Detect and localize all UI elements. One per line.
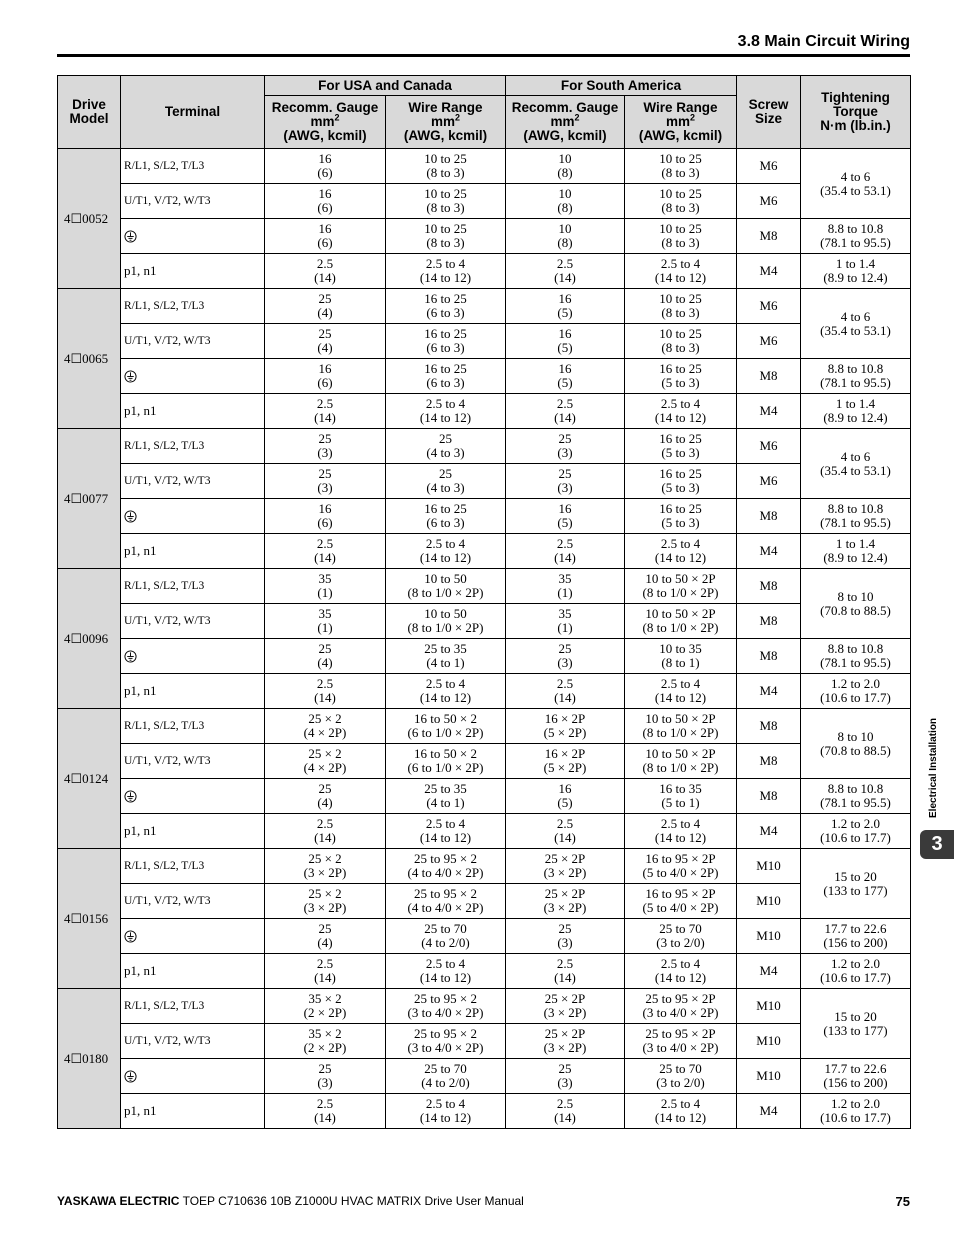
usa-range-cell: 25 to 35 (4 to 1): [386, 639, 506, 674]
terminal-ground: [121, 359, 265, 394]
table-row: [58, 849, 911, 884]
sa-range-cell: 16 to 35 (5 to 1): [625, 779, 737, 814]
table-row: [58, 569, 911, 604]
ground-icon: [124, 370, 137, 382]
usa-range-cell: 25 (4 to 3): [386, 464, 506, 499]
sa-gauge-cell: 25 × 2P (3 × 2P): [506, 1024, 625, 1059]
usa-gauge-cell: 2.5 (14): [265, 1094, 386, 1129]
usa-gauge-cell: 25 (4): [265, 919, 386, 954]
usa-range-cell: 2.5 to 4 (14 to 12): [386, 814, 506, 849]
terminal-cell: U/T1, V/T2, W/T3: [121, 884, 265, 919]
table-row: [58, 429, 911, 464]
sa-range-cell: 10 to 25 (8 to 3): [625, 289, 737, 324]
usa-gauge-cell: 25 (3): [265, 1059, 386, 1094]
footer: [57, 1194, 524, 1208]
sa-range-cell: 10 to 50 × 2P (8 to 1/0 × 2P): [625, 709, 737, 744]
sa-gauge-cell: 25 (3): [506, 639, 625, 674]
sa-range-cell: 2.5 to 4 (14 to 12): [625, 254, 737, 289]
usa-range-cell: 25 to 95 × 2 (3 to 4/0 × 2P): [386, 989, 506, 1024]
torque-cell: 8 to 10 (70.8 to 88.5): [801, 569, 911, 639]
sa-gauge-cell: 25 (3): [506, 464, 625, 499]
sa-gauge-cell: 16 (5): [506, 499, 625, 534]
screw-size-cell: M4: [737, 534, 801, 569]
terminal-cell: R/L1, S/L2, T/L3: [121, 849, 265, 884]
usa-gauge-cell: 35 × 2 (2 × 2P): [265, 1024, 386, 1059]
usa-range-cell: 25 to 95 × 2 (3 to 4/0 × 2P): [386, 1024, 506, 1059]
drive-model-cell: 4☐0156: [58, 849, 121, 989]
sa-gauge-cell: 16 (5): [506, 779, 625, 814]
usa-range-cell: 2.5 to 4 (14 to 12): [386, 394, 506, 429]
table-row: [58, 324, 911, 359]
screw-size-cell: M4: [737, 254, 801, 289]
torque-cell: 17.7 to 22.6 (156 to 200): [801, 1059, 911, 1094]
header-terminal: Terminal: [121, 76, 265, 149]
header-rule: [57, 54, 910, 57]
usa-gauge-cell: 2.5 (14): [265, 674, 386, 709]
torque-cell: 4 to 6 (35.4 to 53.1): [801, 149, 911, 219]
sa-gauge-cell: 25 (3): [506, 1059, 625, 1094]
section-title: 3.8 Main Circuit Wiring: [737, 33, 910, 50]
header-sa-range: Wire Range $mm^2$ (AWG, kcmil): [625, 96, 737, 149]
torque-cell: 1.2 to 2.0 (10.6 to 17.7): [801, 814, 911, 849]
sa-gauge-cell: 2.5 (14): [506, 254, 625, 289]
usa-range-cell: 25 to 95 × 2 (4 to 4/0 × 2P): [386, 849, 506, 884]
terminal-cell: U/T1, V/T2, W/T3: [121, 184, 265, 219]
screw-size-cell: M6: [737, 149, 801, 184]
usa-gauge-cell: 16 (6): [265, 184, 386, 219]
terminal-cell: p1, n1: [121, 674, 265, 709]
screw-size-cell: M6: [737, 184, 801, 219]
screw-size-cell: M6: [737, 324, 801, 359]
usa-range-cell: 10 to 25 (8 to 3): [386, 219, 506, 254]
usa-gauge-cell: 25 (3): [265, 464, 386, 499]
sa-range-cell: 25 to 70 (3 to 2/0): [625, 1059, 737, 1094]
table-row: [58, 464, 911, 499]
screw-size-cell: M8: [737, 709, 801, 744]
terminal-ground: [121, 639, 265, 674]
table-row: [58, 359, 911, 394]
drive-model-cell: 4☐0180: [58, 989, 121, 1129]
header-tightening-torque: Tightening Torque N·m (lb.in.): [801, 76, 911, 149]
sa-range-cell: 2.5 to 4 (14 to 12): [625, 534, 737, 569]
usa-range-cell: 16 to 50 × 2 (6 to 1/0 × 2P): [386, 709, 506, 744]
terminal-cell: R/L1, S/L2, T/L3: [121, 709, 265, 744]
torque-cell: 1.2 to 2.0 (10.6 to 17.7): [801, 674, 911, 709]
sa-range-cell: 16 to 95 × 2P (5 to 4/0 × 2P): [625, 884, 737, 919]
table-row: [58, 674, 911, 709]
sa-gauge-cell: 16 × 2P (5 × 2P): [506, 744, 625, 779]
terminal-cell: p1, n1: [121, 394, 265, 429]
table-row: [58, 709, 911, 744]
wiring-table: [57, 75, 911, 1129]
table-row: [58, 149, 911, 184]
drive-model-cell: 4☐0096: [58, 569, 121, 709]
torque-cell: 15 to 20 (133 to 177): [801, 989, 911, 1059]
usa-gauge-cell: 16 (6): [265, 219, 386, 254]
sa-range-cell: 10 to 35 (8 to 1): [625, 639, 737, 674]
screw-size-cell: M8: [737, 499, 801, 534]
sa-range-cell: 16 to 25 (5 to 3): [625, 499, 737, 534]
ground-icon: [124, 510, 137, 522]
usa-range-cell: 2.5 to 4 (14 to 12): [386, 254, 506, 289]
ground-icon: [124, 930, 137, 942]
usa-range-cell: 25 to 70 (4 to 2/0): [386, 1059, 506, 1094]
usa-range-cell: 2.5 to 4 (14 to 12): [386, 674, 506, 709]
ground-icon: [124, 230, 137, 242]
drive-model-cell: 4☐0124: [58, 709, 121, 849]
usa-gauge-cell: 16 (6): [265, 149, 386, 184]
footer-manual-title: TOEP C710636 10B Z1000U HVAC MATRIX Drive User Manual: [179, 1194, 524, 1208]
terminal-cell: U/T1, V/T2, W/T3: [121, 744, 265, 779]
usa-range-cell: 25 to 70 (4 to 2/0): [386, 919, 506, 954]
table-row: [58, 604, 911, 639]
sa-gauge-cell: 25 (3): [506, 429, 625, 464]
sa-gauge-cell: 10 (8): [506, 184, 625, 219]
table-row: [58, 289, 911, 324]
terminal-ground: [121, 219, 265, 254]
terminal-cell: p1, n1: [121, 1094, 265, 1129]
terminal-cell: R/L1, S/L2, T/L3: [121, 149, 265, 184]
table-row: [58, 639, 911, 674]
table-row: [58, 1094, 911, 1129]
table-row: [58, 954, 911, 989]
torque-cell: 1 to 1.4 (8.9 to 12.4): [801, 534, 911, 569]
terminal-ground: [121, 919, 265, 954]
usa-gauge-cell: 2.5 (14): [265, 394, 386, 429]
usa-range-cell: 16 to 50 × 2 (6 to 1/0 × 2P): [386, 744, 506, 779]
screw-size-cell: M8: [737, 779, 801, 814]
torque-cell: 8.8 to 10.8 (78.1 to 95.5): [801, 499, 911, 534]
ground-icon: [124, 790, 137, 802]
terminal-cell: R/L1, S/L2, T/L3: [121, 989, 265, 1024]
terminal-cell: U/T1, V/T2, W/T3: [121, 464, 265, 499]
screw-size-cell: M4: [737, 954, 801, 989]
usa-gauge-cell: 35 (1): [265, 569, 386, 604]
usa-gauge-cell: 25 × 2 (4 × 2P): [265, 744, 386, 779]
sa-range-cell: 10 to 25 (8 to 3): [625, 219, 737, 254]
sa-range-cell: 10 to 25 (8 to 3): [625, 149, 737, 184]
usa-gauge-cell: 2.5 (14): [265, 814, 386, 849]
usa-range-cell: 25 (4 to 3): [386, 429, 506, 464]
usa-range-cell: 2.5 to 4 (14 to 12): [386, 954, 506, 989]
table-row: [58, 919, 911, 954]
screw-size-cell: M4: [737, 674, 801, 709]
sa-range-cell: 10 to 25 (8 to 3): [625, 324, 737, 359]
usa-range-cell: 10 to 50 (8 to 1/0 × 2P): [386, 569, 506, 604]
usa-range-cell: 16 to 25 (6 to 3): [386, 499, 506, 534]
screw-size-cell: M10: [737, 989, 801, 1024]
sa-gauge-cell: 35 (1): [506, 604, 625, 639]
table-row: [58, 1024, 911, 1059]
usa-gauge-cell: 2.5 (14): [265, 254, 386, 289]
sa-gauge-cell: 16 × 2P (5 × 2P): [506, 709, 625, 744]
usa-gauge-cell: 16 (6): [265, 499, 386, 534]
usa-gauge-cell: 25 × 2 (3 × 2P): [265, 849, 386, 884]
torque-cell: 1.2 to 2.0 (10.6 to 17.7): [801, 1094, 911, 1129]
header-usa-gauge: Recomm. Gauge $mm^2$ (AWG, kcmil): [265, 96, 386, 149]
table-row: [58, 534, 911, 569]
terminal-ground: [121, 1059, 265, 1094]
table-row: [58, 989, 911, 1024]
sa-range-cell: 10 to 50 × 2P (8 to 1/0 × 2P): [625, 604, 737, 639]
usa-range-cell: 10 to 25 (8 to 3): [386, 184, 506, 219]
usa-range-cell: 10 to 50 (8 to 1/0 × 2P): [386, 604, 506, 639]
screw-size-cell: M10: [737, 919, 801, 954]
screw-size-cell: M8: [737, 639, 801, 674]
sa-gauge-cell: 16 (5): [506, 359, 625, 394]
table-body: [58, 149, 911, 1129]
header-group-south-america: For South America: [506, 76, 737, 96]
sa-range-cell: 25 to 70 (3 to 2/0): [625, 919, 737, 954]
screw-size-cell: M6: [737, 429, 801, 464]
torque-cell: 8.8 to 10.8 (78.1 to 95.5): [801, 779, 911, 814]
usa-gauge-cell: 35 (1): [265, 604, 386, 639]
usa-range-cell: 2.5 to 4 (14 to 12): [386, 534, 506, 569]
terminal-cell: R/L1, S/L2, T/L3: [121, 569, 265, 604]
sa-range-cell: 2.5 to 4 (14 to 12): [625, 394, 737, 429]
torque-cell: 1 to 1.4 (8.9 to 12.4): [801, 254, 911, 289]
screw-size-cell: M10: [737, 884, 801, 919]
usa-range-cell: 25 to 35 (4 to 1): [386, 779, 506, 814]
terminal-cell: p1, n1: [121, 534, 265, 569]
screw-size-cell: M4: [737, 814, 801, 849]
screw-size-cell: M10: [737, 1024, 801, 1059]
sa-range-cell: 2.5 to 4 (14 to 12): [625, 814, 737, 849]
torque-cell: 4 to 6 (35.4 to 53.1): [801, 289, 911, 359]
sa-range-cell: 16 to 25 (5 to 3): [625, 359, 737, 394]
terminal-cell: p1, n1: [121, 814, 265, 849]
terminal-cell: U/T1, V/T2, W/T3: [121, 324, 265, 359]
sa-gauge-cell: 16 (5): [506, 324, 625, 359]
chapter-tab[interactable]: 3: [920, 830, 954, 859]
usa-range-cell: 2.5 to 4 (14 to 12): [386, 1094, 506, 1129]
usa-range-cell: 16 to 25 (6 to 3): [386, 324, 506, 359]
drive-model-cell: 4☐0077: [58, 429, 121, 569]
screw-size-cell: M10: [737, 849, 801, 884]
sa-gauge-cell: 25 × 2P (3 × 2P): [506, 884, 625, 919]
table-row: [58, 1059, 911, 1094]
sa-range-cell: 25 to 95 × 2P (3 to 4/0 × 2P): [625, 989, 737, 1024]
screw-size-cell: M6: [737, 289, 801, 324]
table-row: [58, 744, 911, 779]
header-drive-model: Drive Model: [58, 76, 121, 149]
page-number: 75: [895, 1194, 910, 1209]
table-row: [58, 884, 911, 919]
footer-brand: YASKAWA ELECTRIC: [57, 1194, 180, 1208]
screw-size-cell: M4: [737, 1094, 801, 1129]
terminal-ground: [121, 779, 265, 814]
sa-range-cell: 16 to 95 × 2P (5 to 4/0 × 2P): [625, 849, 737, 884]
usa-gauge-cell: 25 (4): [265, 324, 386, 359]
screw-size-cell: M8: [737, 359, 801, 394]
terminal-cell: U/T1, V/T2, W/T3: [121, 604, 265, 639]
sa-gauge-cell: 35 (1): [506, 569, 625, 604]
sa-range-cell: 16 to 25 (5 to 3): [625, 464, 737, 499]
header-usa-range: Wire Range $mm^2$ (AWG, kcmil): [386, 96, 506, 149]
sa-range-cell: 16 to 25 (5 to 3): [625, 429, 737, 464]
sa-range-cell: 2.5 to 4 (14 to 12): [625, 1094, 737, 1129]
usa-gauge-cell: 2.5 (14): [265, 954, 386, 989]
terminal-cell: p1, n1: [121, 254, 265, 289]
ground-icon: [124, 650, 137, 662]
sa-range-cell: 10 to 50 × 2P (8 to 1/0 × 2P): [625, 744, 737, 779]
screw-size-cell: M8: [737, 219, 801, 254]
usa-gauge-cell: 25 × 2 (3 × 2P): [265, 884, 386, 919]
table-row: [58, 814, 911, 849]
table-row: [58, 779, 911, 814]
usa-gauge-cell: 35 × 2 (2 × 2P): [265, 989, 386, 1024]
screw-size-cell: M8: [737, 744, 801, 779]
table-row: [58, 219, 911, 254]
usa-gauge-cell: 25 × 2 (4 × 2P): [265, 709, 386, 744]
screw-size-cell: M4: [737, 394, 801, 429]
sa-range-cell: 2.5 to 4 (14 to 12): [625, 954, 737, 989]
screw-size-cell: M6: [737, 464, 801, 499]
torque-cell: 1 to 1.4 (8.9 to 12.4): [801, 394, 911, 429]
sa-gauge-cell: 25 × 2P (3 × 2P): [506, 849, 625, 884]
header-screw-size: Screw Size: [737, 76, 801, 149]
sa-range-cell: 10 to 25 (8 to 3): [625, 184, 737, 219]
sa-gauge-cell: 2.5 (14): [506, 814, 625, 849]
screw-size-cell: M8: [737, 604, 801, 639]
usa-gauge-cell: 25 (4): [265, 779, 386, 814]
sa-gauge-cell: 10 (8): [506, 149, 625, 184]
chapter-side-label: Electrical Installation: [928, 717, 939, 818]
usa-gauge-cell: 25 (4): [265, 289, 386, 324]
sa-gauge-cell: 2.5 (14): [506, 534, 625, 569]
terminal-cell: p1, n1: [121, 954, 265, 989]
usa-gauge-cell: 2.5 (14): [265, 534, 386, 569]
torque-cell: 8.8 to 10.8 (78.1 to 95.5): [801, 639, 911, 674]
sa-gauge-cell: 25 (3): [506, 919, 625, 954]
sa-gauge-cell: 2.5 (14): [506, 394, 625, 429]
terminal-ground: [121, 499, 265, 534]
sa-gauge-cell: 2.5 (14): [506, 674, 625, 709]
usa-gauge-cell: 25 (3): [265, 429, 386, 464]
header-group-usa: For USA and Canada: [265, 76, 506, 96]
drive-model-cell: 4☐0065: [58, 289, 121, 429]
ground-icon: [124, 1070, 137, 1082]
header-sa-gauge: Recomm. Gauge $mm^2$ (AWG, kcmil): [506, 96, 625, 149]
torque-cell: 15 to 20 (133 to 177): [801, 849, 911, 919]
torque-cell: 4 to 6 (35.4 to 53.1): [801, 429, 911, 499]
sa-gauge-cell: 16 (5): [506, 289, 625, 324]
torque-cell: 8.8 to 10.8 (78.1 to 95.5): [801, 219, 911, 254]
usa-range-cell: 16 to 25 (6 to 3): [386, 359, 506, 394]
sa-gauge-cell: 2.5 (14): [506, 1094, 625, 1129]
table-row: [58, 499, 911, 534]
usa-gauge-cell: 25 (4): [265, 639, 386, 674]
sa-gauge-cell: 2.5 (14): [506, 954, 625, 989]
drive-model-cell: 4☐0052: [58, 149, 121, 289]
usa-range-cell: 16 to 25 (6 to 3): [386, 289, 506, 324]
table-row: [58, 184, 911, 219]
terminal-cell: R/L1, S/L2, T/L3: [121, 429, 265, 464]
torque-cell: 8.8 to 10.8 (78.1 to 95.5): [801, 359, 911, 394]
table-row: [58, 394, 911, 429]
terminal-cell: U/T1, V/T2, W/T3: [121, 1024, 265, 1059]
sa-range-cell: 10 to 50 × 2P (8 to 1/0 × 2P): [625, 569, 737, 604]
sa-range-cell: 2.5 to 4 (14 to 12): [625, 674, 737, 709]
sa-range-cell: 25 to 95 × 2P (3 to 4/0 × 2P): [625, 1024, 737, 1059]
terminal-cell: R/L1, S/L2, T/L3: [121, 289, 265, 324]
sa-gauge-cell: 10 (8): [506, 219, 625, 254]
usa-gauge-cell: 16 (6): [265, 359, 386, 394]
sa-gauge-cell: 25 × 2P (3 × 2P): [506, 989, 625, 1024]
screw-size-cell: M8: [737, 569, 801, 604]
torque-cell: 1.2 to 2.0 (10.6 to 17.7): [801, 954, 911, 989]
table-row: [58, 254, 911, 289]
usa-range-cell: 10 to 25 (8 to 3): [386, 149, 506, 184]
screw-size-cell: M10: [737, 1059, 801, 1094]
torque-cell: 17.7 to 22.6 (156 to 200): [801, 919, 911, 954]
usa-range-cell: 25 to 95 × 2 (4 to 4/0 × 2P): [386, 884, 506, 919]
torque-cell: 8 to 10 (70.8 to 88.5): [801, 709, 911, 779]
